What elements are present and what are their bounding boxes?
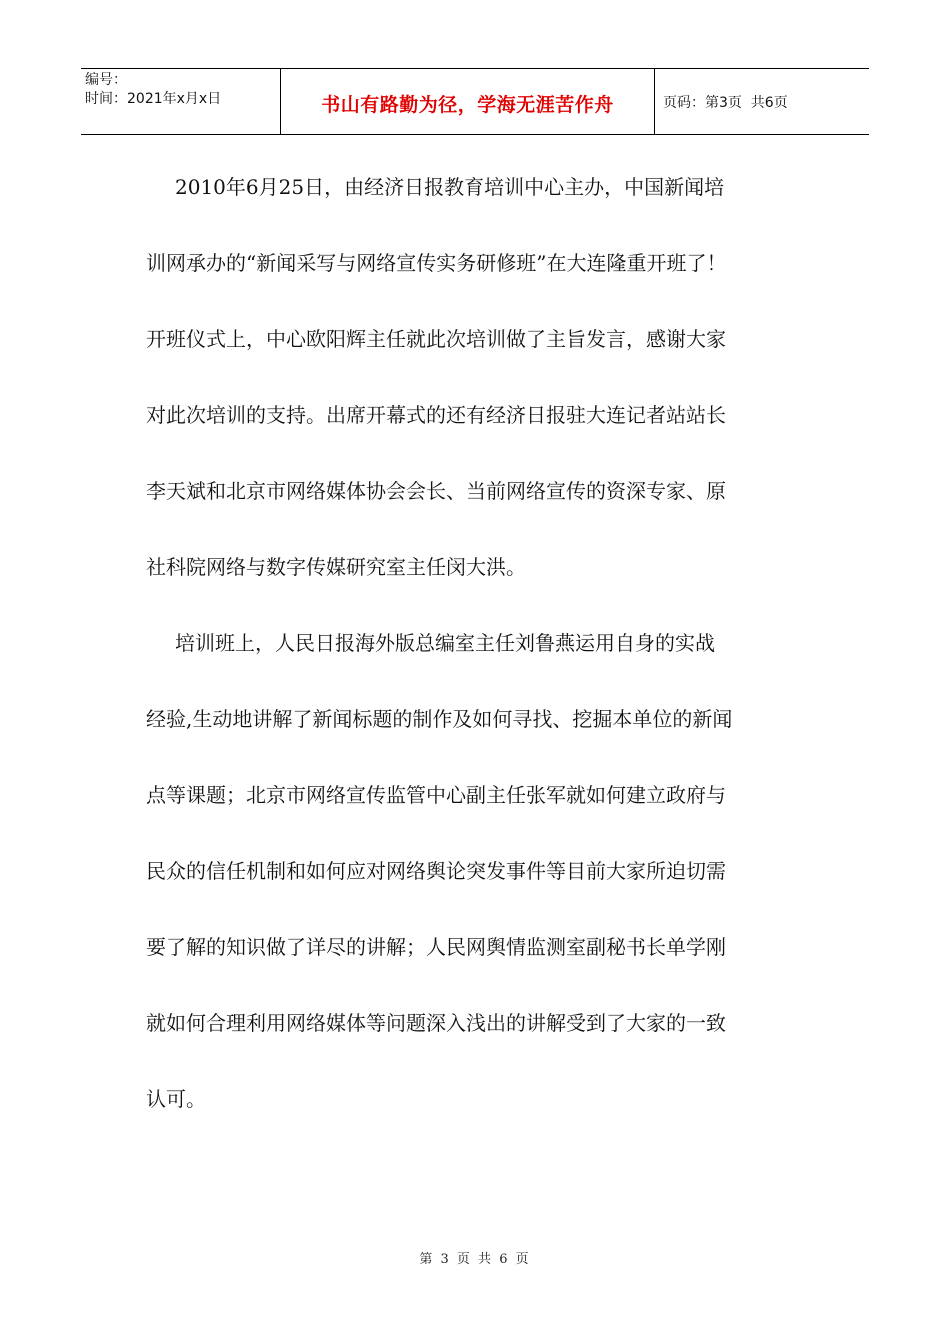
number-label: 编号： [85,72,127,88]
paragraph-line: 经验,生动地讲解了新闻标题的制作及如何寻找、挖掘本单位的新闻 [146,707,733,731]
paragraph-line: 点等课题；北京市网络宣传监管中心副主任张军就如何建立政府与 [146,783,726,807]
header-motto-cell [281,69,655,134]
motto-text: 书山有路勤为径，学海无涯苦作舟 [321,94,614,116]
page-info: 页码：第3页 共6页 [663,94,788,111]
paragraph-line: 就如何合理利用网络媒体等问题深入浅出的讲解受到了大家的一致 [146,1011,726,1035]
header-page-cell [655,69,869,134]
time-label: 时间：2021年x月x日 [85,91,222,107]
page-footer: 第 3 页 共 6 页 [419,1252,531,1267]
paragraph-line: 2010年6月25日，由经济日报教育培训中心主办，中国新闻培 [175,175,725,199]
paragraph-line: 培训班上，人民日报海外版总编室主任刘鲁燕运用自身的实战 [175,631,715,655]
paragraph-line: 开班仪式上，中心欧阳辉主任就此次培训做了主旨发言，感谢大家 [146,327,726,351]
document-body [146,165,806,1153]
paragraph-line: 李天斌和北京市网络媒体协会会长、当前网络宣传的资深专家、原 [146,479,726,503]
page-header [81,68,869,135]
paragraph-line: 要了解的知识做了详尽的讲解；人民网舆情监测室副秘书长单学刚 [146,935,726,959]
paragraph-line: 训网承办的“新闻采写与网络宣传实务研修班”在大连隆重开班了！ [146,251,727,275]
paragraph-line: 社科院网络与数字传媒研究室主任闵大洪。 [146,555,526,579]
header-meta-cell [81,69,281,134]
paragraph-line: 认可。 [146,1087,206,1111]
paragraph-line: 对此次培训的支持。出席开幕式的还有经济日报驻大连记者站站长 [146,403,726,427]
paragraph-line: 民众的信任机制和如何应对网络舆论突发事件等目前大家所迫切需 [146,859,726,883]
